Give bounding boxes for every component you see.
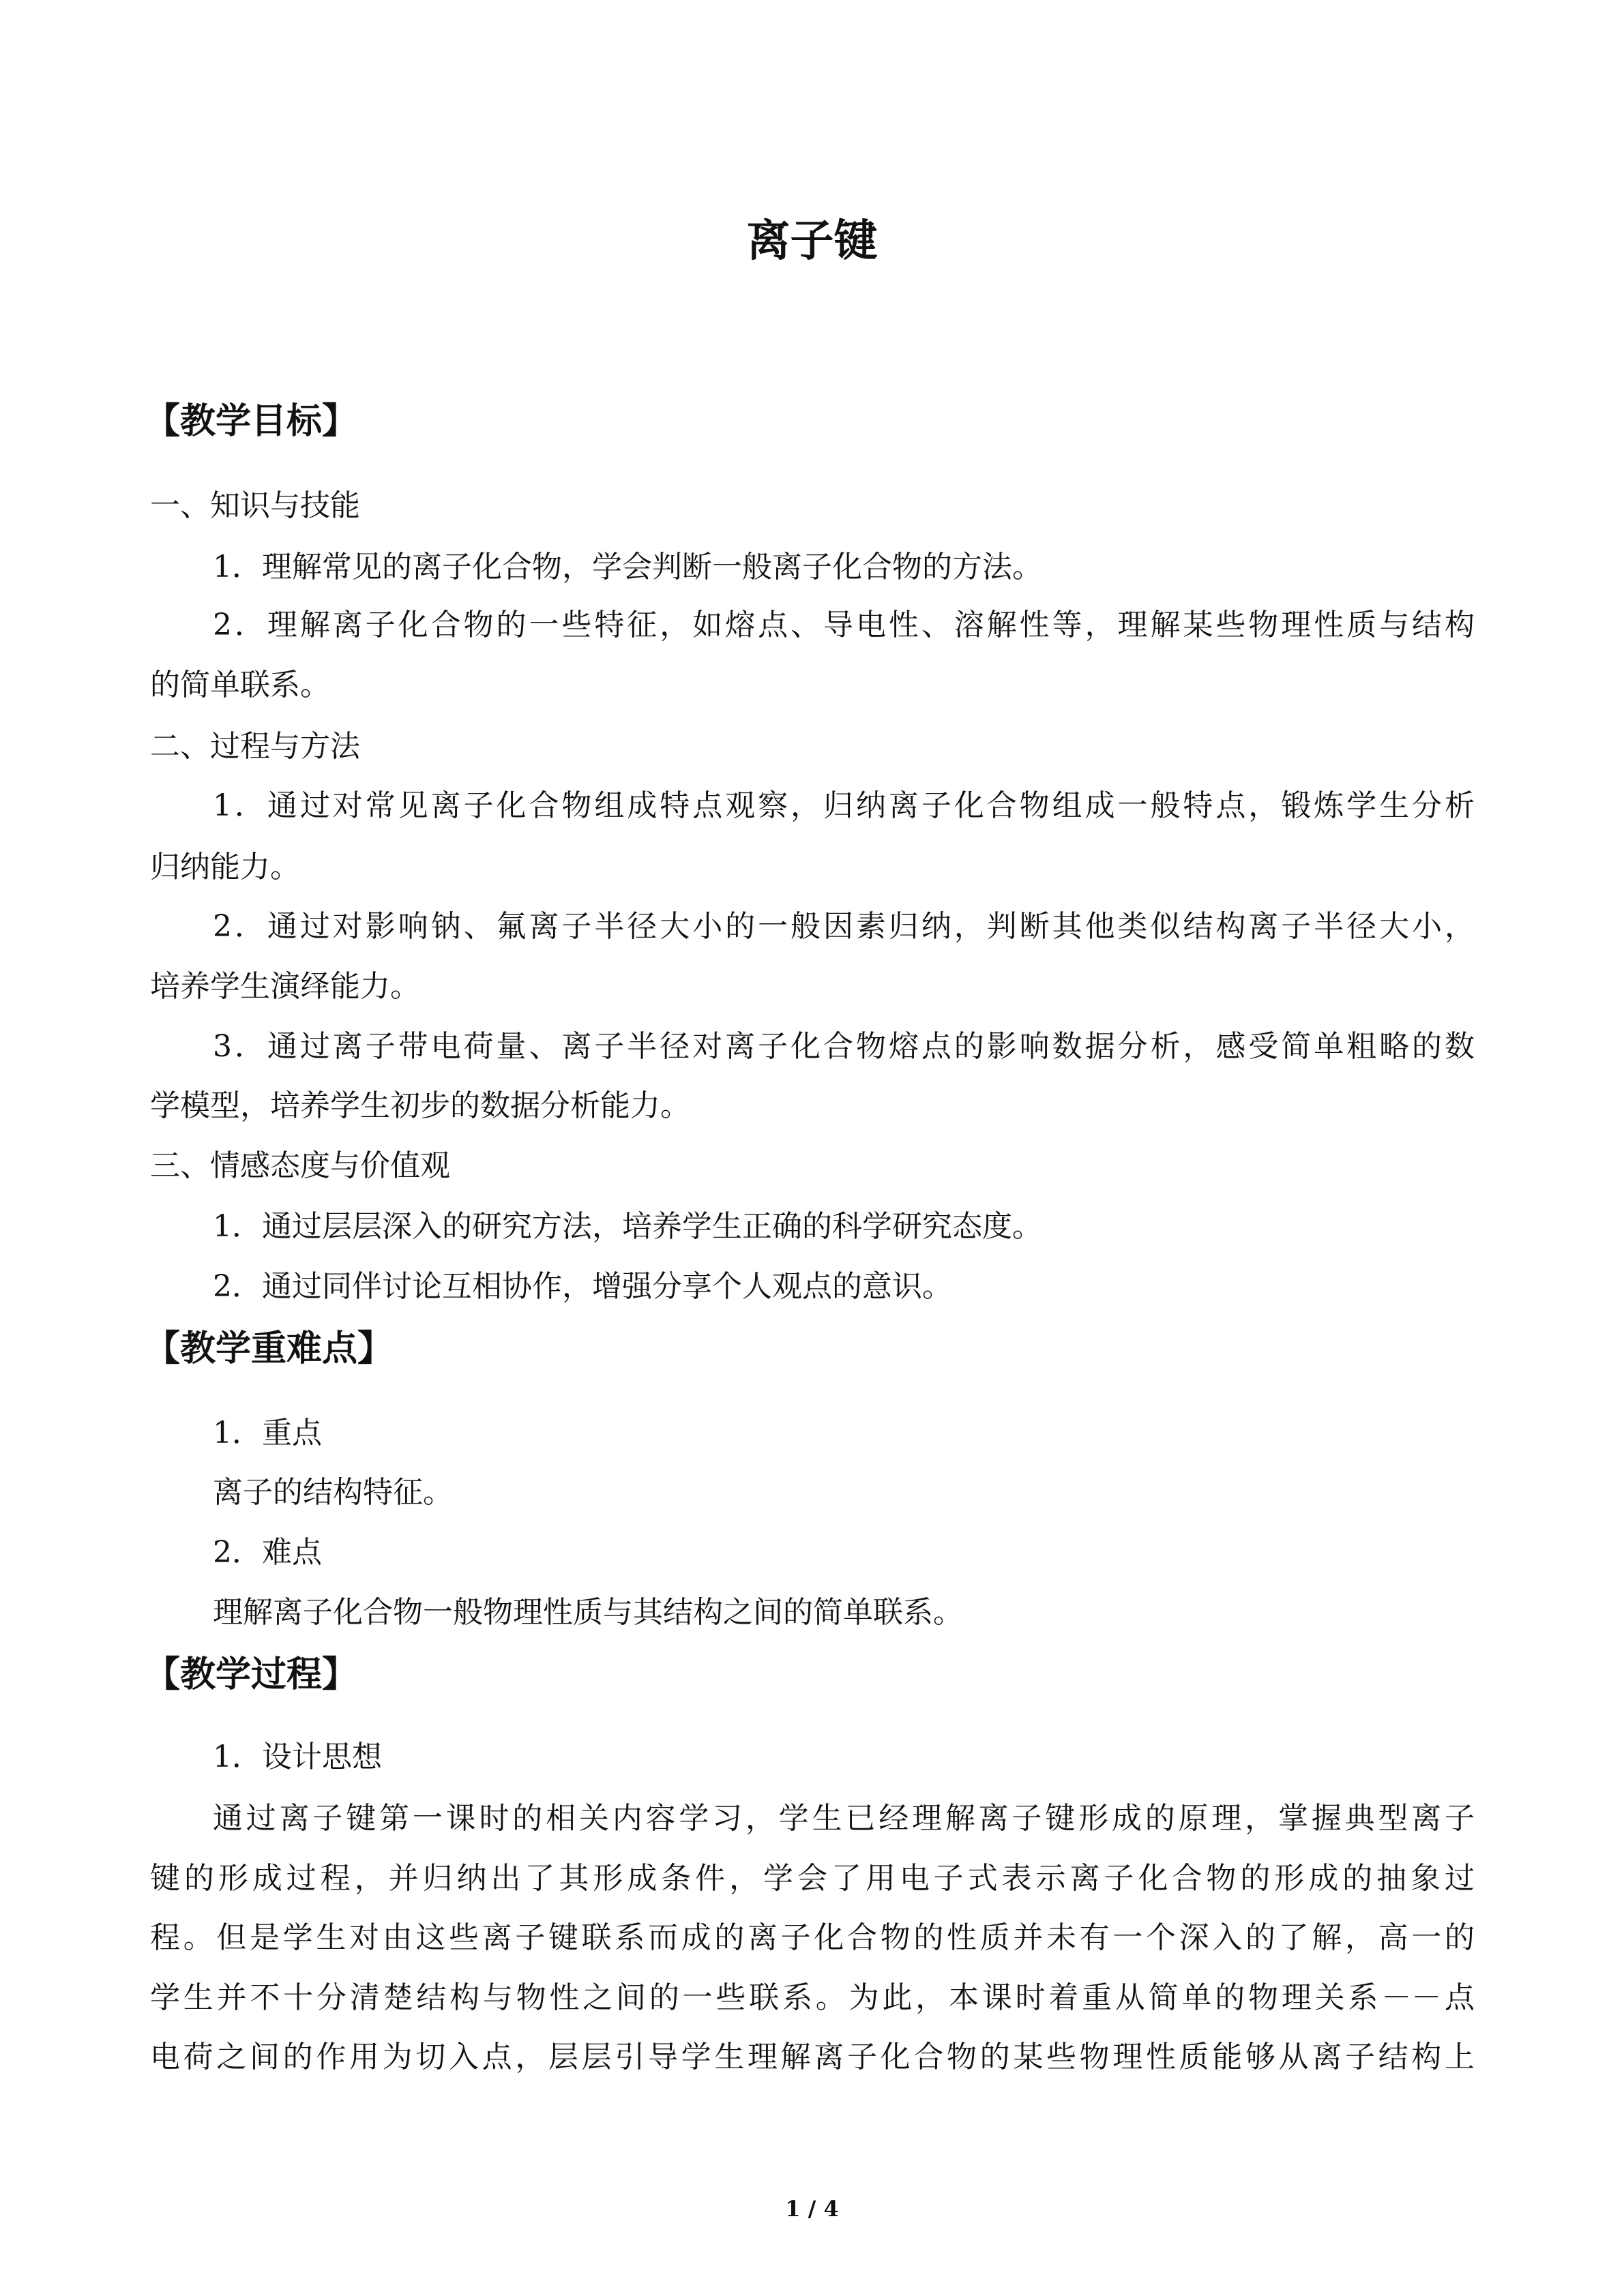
- list-item-difficult-point: 2．难点: [213, 1535, 322, 1570]
- paragraph-line: 归纳能力。: [150, 850, 300, 884]
- subheading-knowledge: 一、知识与技能: [150, 488, 360, 523]
- paragraph-line: 2．通过同伴讨论互相协作，增强分享个人观点的意识。: [213, 1269, 952, 1304]
- paragraph-line: 的简单联系。: [150, 668, 330, 702]
- page-number: 1 / 4: [785, 2196, 839, 2222]
- paragraph-line: 2．通过对影响钠、氟离子半径大小的一般因素归纳，判断其他类似结构离子半径大小，: [213, 909, 1475, 944]
- section-heading-objectives: 【教学目标】: [145, 401, 358, 442]
- paragraph-line: 键的形成过程，并归纳出了其形成条件，学会了用电子式表示离子化合物的形成的抽象过: [150, 1861, 1475, 1896]
- paragraph-line: 2．理解离子化合物的一些特征，如熔点、导电性、溶解性等，理解某些物理性质与结构: [213, 608, 1475, 642]
- list-item-key-point: 1．重点: [213, 1416, 322, 1450]
- paragraph-line: 程。但是学生对由这些离子键联系而成的离子化合物的性质并未有一个深入的了解，高一的: [150, 1920, 1475, 1955]
- section-heading-difficulties: 【教学重难点】: [145, 1328, 394, 1369]
- paragraph-line: 学生并不十分清楚结构与物性之间的一些联系。为此，本课时着重从简单的物理关系－－点: [150, 1980, 1475, 2015]
- subheading-process: 二、过程与方法: [150, 729, 360, 764]
- list-item-design-idea: 1．设计思想: [213, 1740, 382, 1774]
- paragraph-line: 通过离子键第一课时的相关内容学习，学生已经理解离子键形成的原理，掌握典型离子: [213, 1801, 1475, 1836]
- paragraph-line: 1．理解常见的离子化合物，学会判断一般离子化合物的方法。: [213, 550, 1042, 584]
- paragraph-line: 电荷之间的作用为切入点，层层引导学生理解离子化合物的某些物理性质能够从离子结构上: [150, 2040, 1475, 2074]
- paragraph-line: 理解离子化合物一般物理性质与其结构之间的简单联系。: [213, 1595, 963, 1630]
- paragraph-line: 培养学生演绎能力。: [150, 969, 420, 1004]
- paragraph-line: 离子的结构特征。: [213, 1475, 453, 1510]
- paragraph-line: 3．通过离子带电荷量、离子半径对离子化合物熔点的影响数据分析，感受简单粗略的数: [213, 1029, 1475, 1064]
- paragraph-line: 学模型，培养学生初步的数据分析能力。: [150, 1088, 690, 1123]
- paragraph-line: 1．通过对常见离子化合物组成特点观察，归纳离子化合物组成一般特点，锻炼学生分析: [213, 788, 1475, 823]
- subheading-values: 三、情感态度与价值观: [150, 1148, 450, 1183]
- paragraph-line: 1．通过层层深入的研究方法，培养学生正确的科学研究态度。: [213, 1209, 1042, 1244]
- page-title: 离子键: [746, 216, 878, 267]
- section-heading-process: 【教学过程】: [145, 1654, 358, 1695]
